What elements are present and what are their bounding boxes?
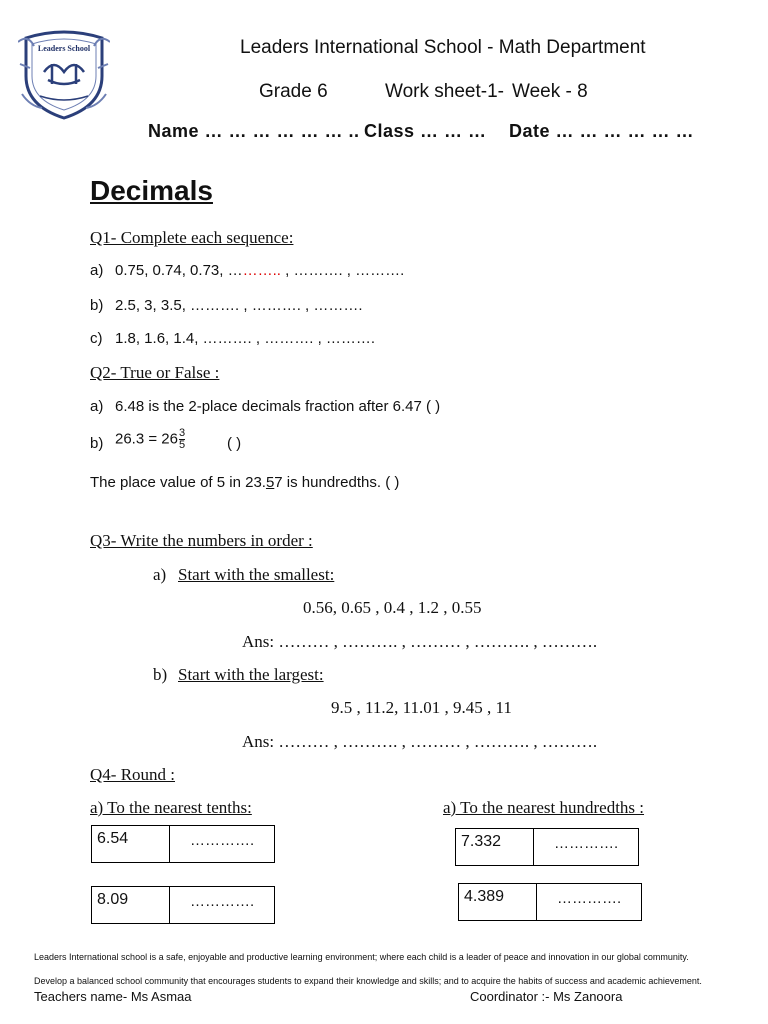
q1-a-text: 0.75, 0.74, 0.73, …: [115, 262, 243, 279]
q1-b-text: 2.5, 3, 3.5, ………. , ………. , ……….: [115, 297, 363, 314]
q2-b-text: 26.3 = 26: [115, 430, 178, 448]
q3-b-answer[interactable]: Ans: ……… , ………. , ……… , ………. , ……….: [242, 732, 598, 751]
page-title: Decimals: [90, 175, 213, 206]
q1-a-item: [115, 262, 404, 279]
footer-vision: Leaders International school is a safe, enjoyable and productive learning environment; where each child is a leader of peace and innovation in our global community.: [34, 952, 689, 962]
coordinator-name: Coordinator :- Ms Zanoora: [470, 989, 623, 1004]
q1-heading: Q1- Complete each sequence:: [90, 228, 294, 247]
date-field[interactable]: Date … … … … … …: [509, 121, 695, 141]
q3-heading: Q3- Write the numbers in order :: [90, 531, 313, 550]
q2-a-text: 6.48 is the 2-place decimals fraction after 6.47 ( ): [115, 398, 441, 415]
q2-c-item: [90, 474, 399, 491]
q2-c-post: 7 is hundredths. ( ): [274, 474, 400, 491]
round-value: 6.54: [92, 826, 170, 862]
q1-a-red-blank: ……..: [242, 262, 281, 279]
q1-c-text: 1.8, 1.6, 1.4, ………. , ………. , ……….: [115, 330, 376, 347]
q1-c-label: c): [90, 330, 103, 347]
round-answer-field[interactable]: ………….: [190, 893, 255, 910]
grade-label: Grade 6: [259, 81, 328, 102]
round-answer-field[interactable]: ………….: [190, 832, 255, 849]
name-field[interactable]: Name … … … … … … ..: [148, 121, 360, 141]
round-box-hundredths-1: [455, 828, 639, 866]
q3-a-answer[interactable]: Ans: ……… , ………. , ……… , ………. , ……….: [242, 632, 598, 651]
footer-mission: Develop a balanced school community that encourages students to expand their knowledge and skills; and to acquire the habits of success and academic achievement.: [34, 976, 702, 986]
fraction-denominator: 5: [178, 439, 186, 451]
q1-a-rest: , ………. , ……….: [280, 262, 405, 279]
q3-b-numbers: 9.5 , 11.2, 11.01 , 9.45 , 11: [331, 698, 512, 717]
q2-c-underlined-digit: 5: [265, 474, 275, 491]
fraction-numerator: 3: [178, 427, 186, 439]
q1-b-label: b): [90, 297, 104, 314]
round-answer-field[interactable]: ………….: [554, 835, 619, 852]
q3-a-heading: Start with the smallest:: [178, 565, 335, 584]
q2-heading: Q2- True or False :: [90, 363, 220, 382]
round-box-hundredths-2: [458, 883, 642, 921]
week-label: Week - 8: [512, 81, 588, 102]
class-field[interactable]: Class … … …: [364, 121, 487, 141]
q2-b-label: b): [90, 435, 104, 452]
q1-a-label: a): [90, 262, 104, 279]
round-box-tenths-2: [91, 886, 275, 924]
round-value: 7.332: [456, 829, 534, 865]
q3-b-label: b): [153, 665, 168, 684]
q2-b-paren: ( ): [227, 435, 242, 452]
school-heading: Leaders International School - Math Department: [240, 37, 646, 58]
round-value: 8.09: [92, 887, 170, 923]
q3-a-numbers: 0.56, 0.65 , 0.4 , 1.2 , 0.55: [303, 598, 482, 617]
school-logo: [18, 24, 110, 120]
q2-a-label: a): [90, 398, 104, 415]
round-value: 4.389: [459, 884, 537, 920]
worksheet-label: Work sheet-1-: [385, 81, 504, 102]
teacher-name: Teachers name- Ms Asmaa: [34, 989, 192, 1004]
round-answer-field[interactable]: ………….: [557, 890, 622, 907]
logo-text: Leaders School: [37, 44, 91, 53]
q3-b-heading: Start with the largest:: [178, 665, 324, 684]
q4-heading: Q4- Round :: [90, 765, 175, 784]
q3-a-label: a): [153, 565, 167, 584]
fraction: [179, 428, 185, 451]
q2-b-item: [115, 428, 185, 451]
round-box-tenths-1: [91, 825, 275, 863]
q2-c-pre: The place value of 5 in 23.: [90, 474, 266, 491]
q4-right-heading: a) To the nearest hundredths :: [443, 798, 645, 817]
q4-left-heading: a) To the nearest tenths:: [90, 798, 252, 817]
